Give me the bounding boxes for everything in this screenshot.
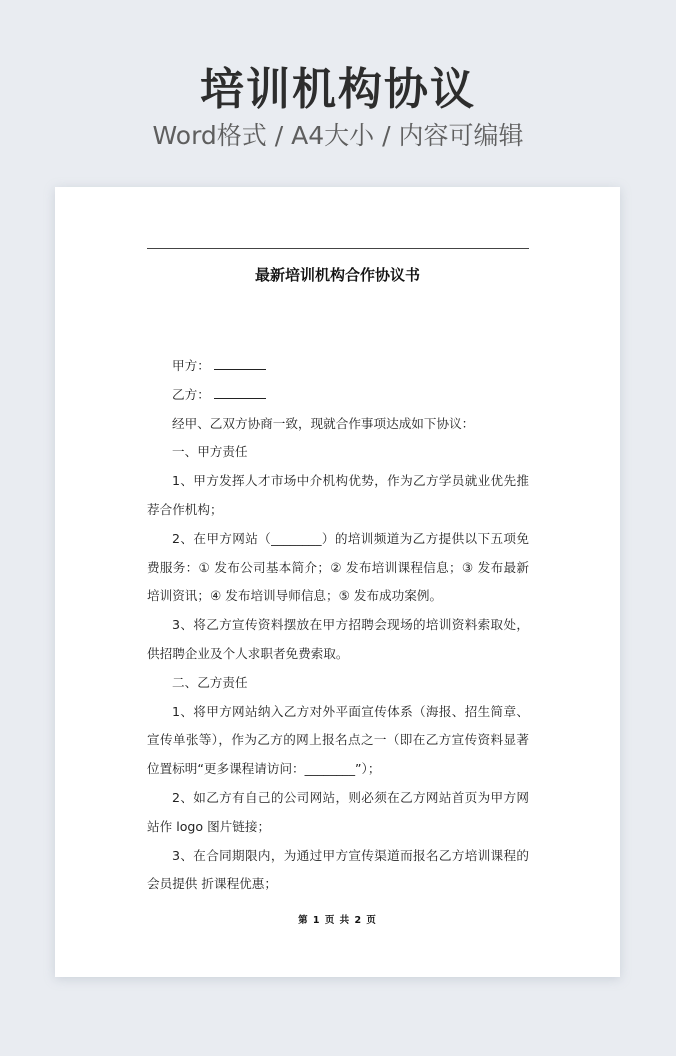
party-b-line xyxy=(147,381,529,410)
paragraph: 3、将乙方宣传资料摆放在甲方招聘会现场的培训资料索取处，供招聘企业及个人求职者免费索取。 xyxy=(147,617,529,661)
section-heading: 一、甲方责任 xyxy=(172,444,248,460)
banner-subtitle: Word格式 / A4大小 / 内容可编辑 xyxy=(152,121,524,150)
banner-title: 培训机构协议 xyxy=(200,64,476,115)
section-heading: 二、乙方责任 xyxy=(172,674,248,690)
paragraph: 1、将甲方网站纳入乙方对外平面宣传体系（海报、招生简章、宣传单张等），作为乙方的网上报名点之一（即在乙方宣传资料显著位置标明“更多课程请访问：________”）； xyxy=(147,703,529,777)
party-b-label: 乙方： xyxy=(172,386,210,402)
party-a-blank[interactable] xyxy=(214,357,266,370)
paragraph: 2、在甲方网站（________）的培训频道为乙方提供以下五项免费服务：① 发布公司基本简介；② 发布培训课程信息；③ 发布最新培训资讯；④ 发布培训导师信息；⑤ 发布成功案例。 xyxy=(147,530,529,604)
paragraph: 经甲、乙双方协商一致，现就合作事项达成如下协议： xyxy=(172,415,475,431)
paragraph: 1、甲方发挥人才市场中介机构优势，作为乙方学员就业优先推荐合作机构； xyxy=(147,473,529,517)
party-a-line xyxy=(147,352,529,381)
document-body xyxy=(147,352,529,899)
party-a-label: 甲方： xyxy=(172,358,210,373)
paragraph: 2、如乙方有自己的公司网站，则必须在乙方网站首页为甲方网站作 logo 图片链接； xyxy=(147,789,529,834)
page-number-footer: 第 1 页 共 2 页 xyxy=(298,915,377,926)
paragraph: 3、在合同期限内，为通过甲方宣传渠道而报名乙方培训课程的会员提供 折课程优惠； xyxy=(147,847,529,892)
party-b-blank[interactable] xyxy=(214,386,266,399)
document-title: 最新培训机构合作协议书 xyxy=(254,266,420,284)
document-page xyxy=(55,187,620,977)
header-rule xyxy=(147,248,529,249)
